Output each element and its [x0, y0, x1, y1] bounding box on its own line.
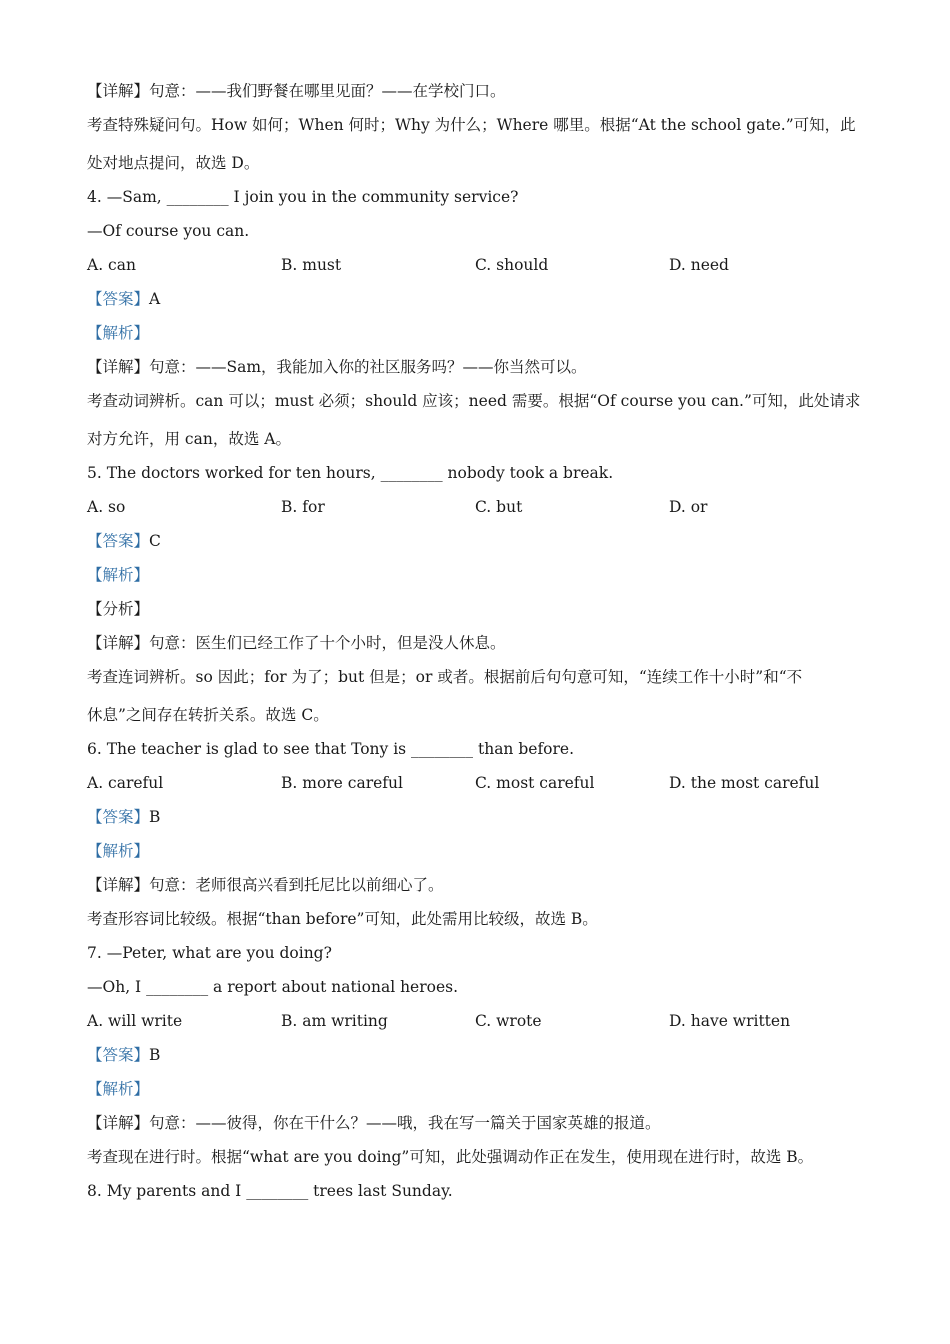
text-line: —Of course you can.: [87, 222, 250, 240]
text-line: 【详解】句意：——我们野餐在哪里见面？——在学校门口。: [87, 82, 506, 100]
text-line: 考查形容词比较级。根据“than before”可知，此处需用比较级，故选 B。: [87, 910, 598, 928]
text-line: —Oh, I ________ a report about national heroes.: [87, 978, 459, 996]
text-line: 5. The doctors worked for ten hours, ________ nobody took a break.: [87, 464, 614, 482]
option-d: D. need: [669, 256, 729, 274]
option-c: C. most careful: [475, 774, 595, 792]
answer-value: C: [149, 532, 161, 550]
answer-options: [87, 494, 867, 528]
analysis-label: 【解析】: [87, 1080, 150, 1098]
option-a: A. so: [87, 498, 126, 516]
answer-line: [87, 1042, 867, 1076]
option-b: B. must: [281, 256, 342, 274]
text-line: 8. My parents and I ________ trees last Sunday.: [87, 1182, 453, 1200]
text-line: 【详解】句意：——Sam，我能加入你的社区服务吗？——你当然可以。: [87, 358, 587, 376]
option-a: A. will write: [87, 1012, 183, 1030]
document-page: [87, 78, 867, 1212]
text-line: 休息”之间存在转折关系。故选 C。: [87, 706, 329, 724]
text-line: 对方允许，用 can，故选 A。: [87, 430, 291, 448]
text-line: 考查现在进行时。根据“what are you doing”可知，此处强调动作正在发生，使用现在进行时，故选 B。: [87, 1148, 814, 1166]
answer-label: 【答案】: [87, 1046, 150, 1064]
text-line: 考查动词辨析。can 可以；must 必须；should 应该；need 需要。根据“Of course you can.”可知，此处请求: [87, 392, 861, 410]
option-b: B. more careful: [281, 774, 403, 792]
analysis-label: 【解析】: [87, 842, 150, 860]
option-d: D. have written: [669, 1012, 791, 1030]
text-line: 【详解】句意：——彼得，你在干什么？——哦，我在写一篇关于国家英雄的报道。: [87, 1114, 661, 1132]
text-line: 【分析】: [87, 600, 150, 618]
option-b: B. for: [281, 498, 325, 516]
option-c: C. wrote: [475, 1012, 542, 1030]
answer-line: [87, 286, 867, 320]
text-line: 6. The teacher is glad to see that Tony is ________ than before.: [87, 740, 575, 758]
text-line: 考查特殊疑问句。How 如何；When 何时；Why 为什么；Where 哪里。根据“At the school gate.”可知，此: [87, 116, 856, 134]
option-c: C. but: [475, 498, 523, 516]
text-line: 7. —Peter, what are you doing?: [87, 944, 332, 962]
text-line: 处对地点提问，故选 D。: [87, 154, 260, 172]
option-d: D. the most careful: [669, 774, 820, 792]
answer-value: A: [149, 290, 161, 308]
answer-options: [87, 770, 867, 804]
answer-label: 【答案】: [87, 808, 150, 826]
answer-options: [87, 1008, 867, 1042]
option-a: A. can: [87, 256, 136, 274]
answer-label: 【答案】: [87, 532, 150, 550]
option-b: B. am writing: [281, 1012, 388, 1030]
analysis-label: 【解析】: [87, 324, 150, 342]
answer-value: B: [149, 808, 161, 826]
answer-value: B: [149, 1046, 161, 1064]
text-line: 【详解】句意：医生们已经工作了十个小时，但是没人休息。: [87, 634, 506, 652]
text-line: 4. —Sam, ________ I join you in the community service?: [87, 188, 519, 206]
text-line: 【详解】句意：老师很高兴看到托尼比以前细心了。: [87, 876, 444, 894]
answer-line: [87, 804, 867, 838]
text-line: 考查连词辨析。so 因此；for 为了；but 但是；or 或者。根据前后句句意可知，“连续工作十小时”和“不: [87, 668, 803, 686]
analysis-label: 【解析】: [87, 566, 150, 584]
option-d: D. or: [669, 498, 708, 516]
answer-options: [87, 252, 867, 286]
answer-label: 【答案】: [87, 290, 150, 308]
option-a: A. careful: [87, 774, 164, 792]
option-c: C. should: [475, 256, 549, 274]
answer-line: [87, 528, 867, 562]
